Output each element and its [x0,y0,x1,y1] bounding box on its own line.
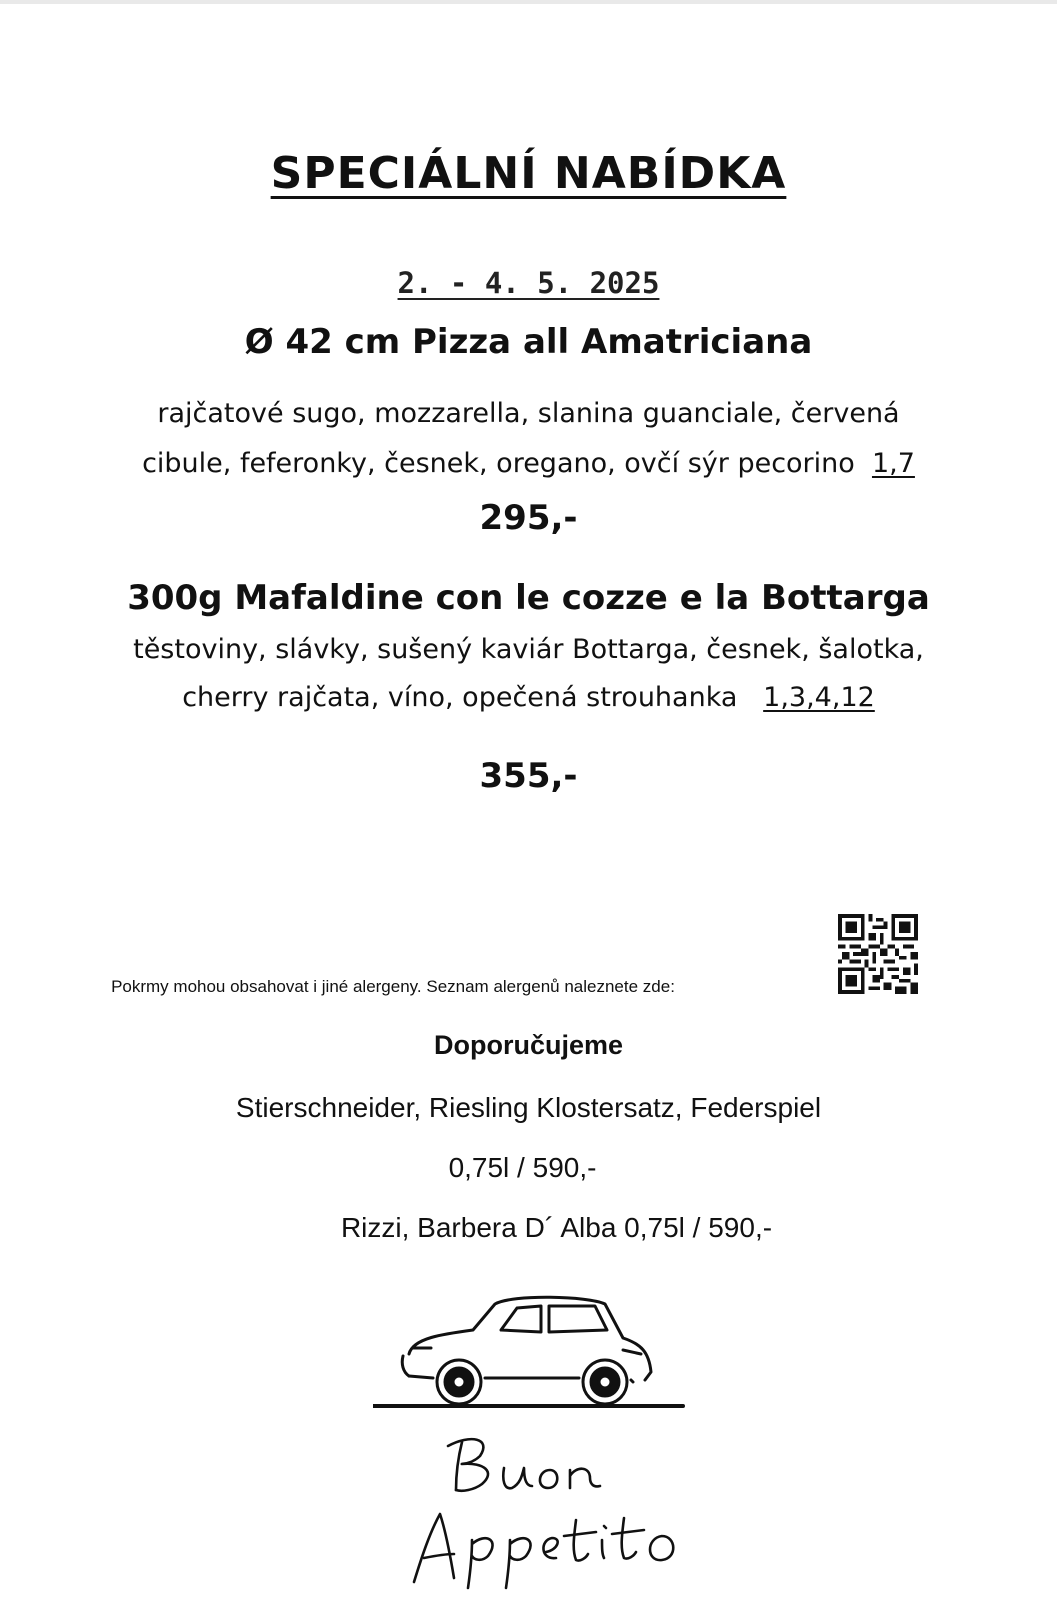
allergen-note: Pokrmy mohou obsahovat i jiné alergeny. Seznam alergenů naleznete zde: [111,977,675,996]
dish-1-description-line-1: rajčatové sugo, mozzarella, slanina guanciale, červená [157,398,900,429]
dish-1-description-line-2: cibule, feferonky, česnek, oregano, ovčí sýr pecorino 1,7 [142,448,915,479]
page-title: SPECIÁLNÍ NABÍDKA [270,148,787,199]
dish-2-description-line-2: cherry rajčata, víno, opečená strouhanka 1,3,4,12 [182,682,875,713]
dish-2-allergens: 1,3,4,12 [763,682,875,713]
dish-1-allergens: 1,7 [871,448,915,479]
dish-2-price: 355,- [479,756,578,796]
dish-1-price: 295,- [479,498,578,538]
wine-2: Rizzi, Barbera D´ Alba 0,75l / 590,- [340,1212,773,1243]
wine-1-price: 0,75l / 590,- [448,1152,597,1183]
page-top-border [0,0,1057,4]
recommendation-heading: Doporučujeme [433,1030,624,1060]
qr-code-icon[interactable] [836,914,920,994]
dish-2-description-line-1: těstoviny, slávky, sušený kaviár Bottarga, česnek, šalotka, [133,634,924,665]
wine-1-name: Stierschneider, Riesling Klostersatz, Federspiel [235,1092,822,1123]
buon-appetito-signature [400,1420,700,1590]
dish-2-name: 300g Mafaldine con le cozze e la Bottarga [127,578,930,618]
dish-1-name: Ø 42 cm Pizza all Amatriciana [244,322,813,362]
offer-date: 2. - 4. 5. 2025 [397,266,660,300]
car-icon [373,1290,693,1420]
